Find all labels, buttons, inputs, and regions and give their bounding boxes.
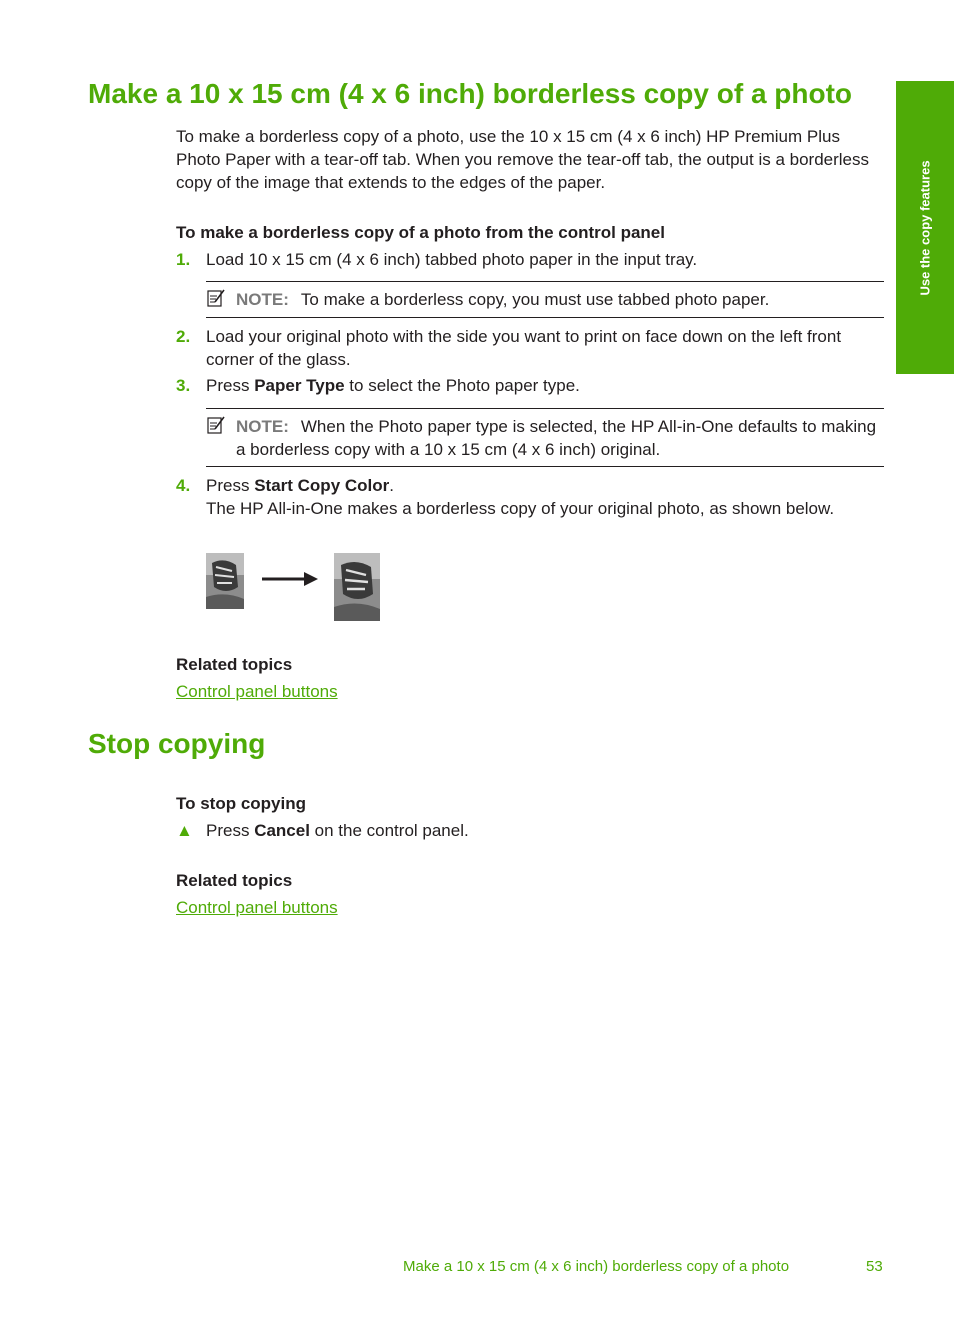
step-text: Load your original photo with the side you want to print on face down on the left front corner of the glass. <box>206 327 842 369</box>
procedure-heading: To stop copying <box>176 794 307 813</box>
side-tab-label: Use the copy features <box>917 159 933 296</box>
section-title: Stop copying <box>88 728 266 759</box>
triangle-bullet-icon: ▲ <box>176 821 193 840</box>
step-bold-button-name: Paper Type <box>254 376 345 395</box>
step-text: Press <box>206 376 255 395</box>
step-number: 2. <box>176 327 191 346</box>
side-tab <box>896 81 954 374</box>
step-2 <box>176 325 886 371</box>
note-box <box>206 281 884 318</box>
step-number: 3. <box>176 376 191 395</box>
note-label: NOTE: <box>236 417 289 436</box>
borderless-copy-image <box>334 553 380 621</box>
note-box <box>206 408 884 467</box>
step-number: 1. <box>176 250 191 269</box>
step-bold-button-name: Cancel <box>254 821 310 840</box>
note-label: NOTE: <box>236 290 289 309</box>
step-1 <box>176 248 886 271</box>
related-topics-heading: Related topics <box>176 871 293 890</box>
note-pencil-icon <box>206 288 226 308</box>
intro-paragraph: To make a borderless copy of a photo, use the 10 x 15 cm (4 x 6 inch) HP Premium Plus Photo Paper with a tear-off tab. When you remove the tear-off tab, the output is a borderless copy of the image that extends to the edges of the paper. <box>176 127 869 192</box>
step-text: to select the Photo paper type. <box>344 376 580 395</box>
step-result-text: The HP All-in-One makes a borderless copy of your original photo, as shown below. <box>206 499 835 518</box>
note-pencil-icon <box>206 415 226 435</box>
step-bold-button-name: Start Copy Color <box>254 476 390 495</box>
step-text: Press <box>206 821 255 840</box>
step-text: Press <box>206 476 255 495</box>
step-3 <box>176 374 886 397</box>
step-text: Load 10 x 15 cm (4 x 6 inch) tabbed photo paper in the input tray. <box>206 250 698 269</box>
right-arrow-icon <box>262 570 318 588</box>
procedure-heading: To make a borderless copy of a photo from the control panel <box>176 223 665 242</box>
page-number: 53 <box>866 1258 883 1275</box>
control-panel-buttons-link[interactable]: Control panel buttons <box>176 682 338 701</box>
footer-title: Make a 10 x 15 cm (4 x 6 inch) borderless copy of a photo <box>403 1258 790 1275</box>
stop-step <box>176 819 886 842</box>
step-text: on the control panel. <box>309 821 469 840</box>
note-text: When the Photo paper type is selected, the HP All-in-One defaults to making a borderless copy with a 10 x 15 cm (4 x 6 inch) original. <box>236 417 877 459</box>
original-photo-image <box>206 553 244 609</box>
page-title: Make a 10 x 15 cm (4 x 6 inch) borderless copy of a photo <box>88 78 853 109</box>
note-text: To make a borderless copy, you must use tabbed photo paper. <box>300 290 770 309</box>
related-topics-heading: Related topics <box>176 655 293 674</box>
step-number: 4. <box>176 476 191 495</box>
control-panel-buttons-link[interactable]: Control panel buttons <box>176 898 338 917</box>
step-text: . <box>389 476 394 495</box>
step-4 <box>176 474 886 520</box>
